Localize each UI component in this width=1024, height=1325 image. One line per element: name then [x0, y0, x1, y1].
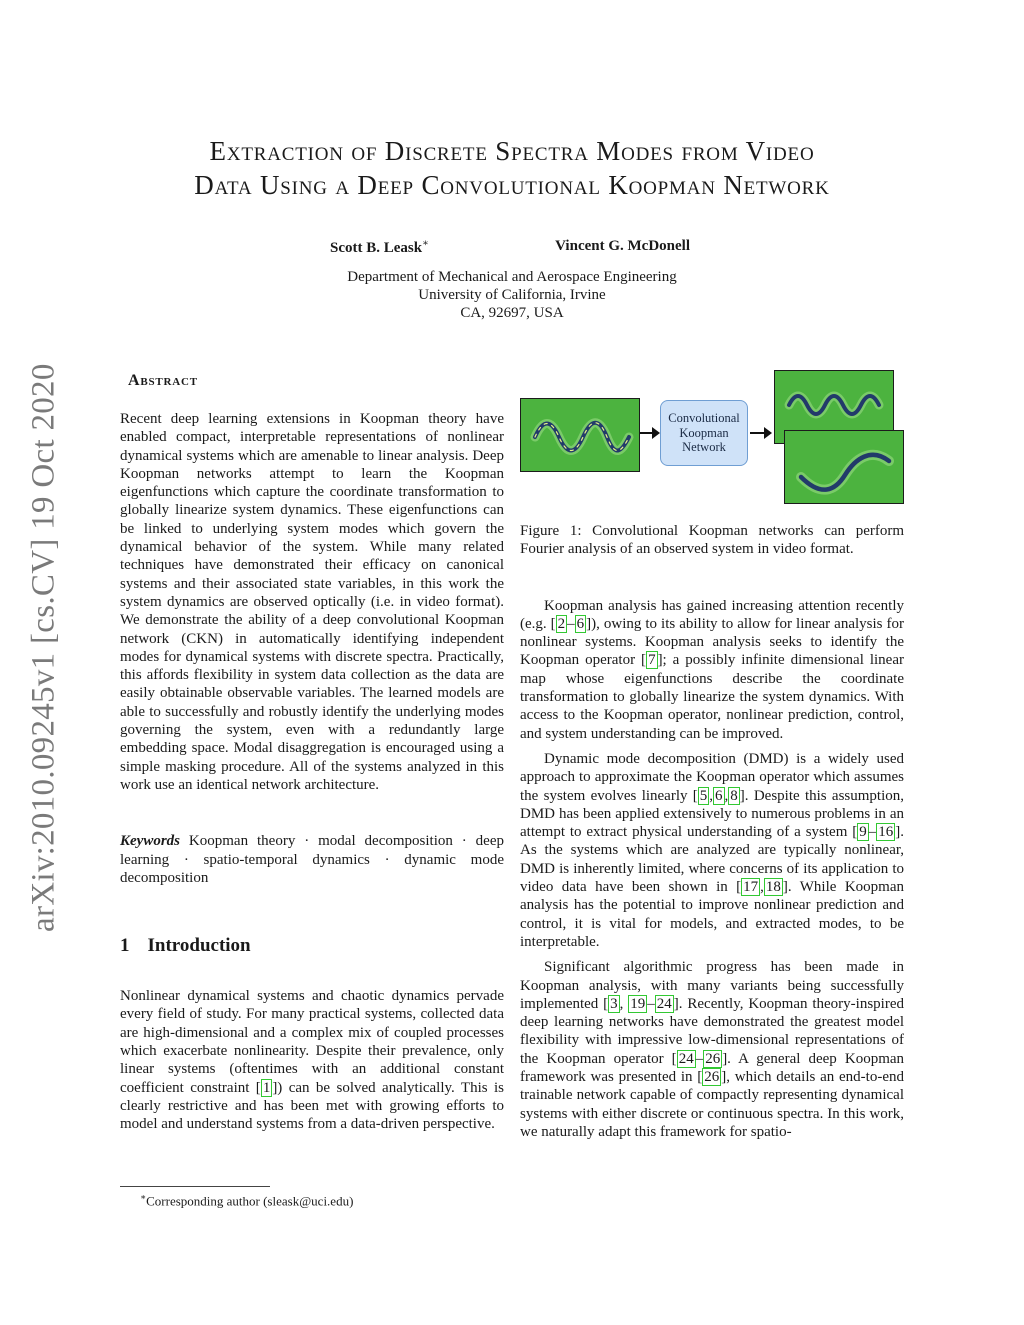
keywords	[120, 832, 504, 887]
section-number: 1	[120, 935, 130, 957]
citation-link[interactable]: 24	[656, 995, 672, 1012]
input-video-frame	[520, 398, 640, 472]
abstract-text: Recent deep learning extensions in Koopman theory have enabled compact, interpretable representations of nonlinear dynamical systems which are amenable to linear analysis. Deep Koopman networks attempt to learn the Koopman eigenfunctions which capture the coordinate transformation to globally linearize system dynamics. These eigenfunctions can be linked to underlying system modes which govern the dynamical behavior of the system. While many related techniques have demonstrated their efficacy on canonical systems and their associated state variables, in this work the system dynamics are observed optically (i.e. in video format). We demonstrate the ability of a deep convolutional Koopman network (CKN) in automatically identifying independent modes for dynamical systems with discrete spectra. Practically, this affords flexibility in system data collection as the data are easily obtainable observable variables. The learned models are able to successfully and robustly identify the underlying modes governing the system, even with a redundantly large embedding space. Modal disaggregation is encouraged using a simple masking procedure. All of the systems analyzed in this work use an identical network architecture.	[120, 411, 504, 793]
citation-link[interactable]: 6	[576, 615, 585, 632]
figure-caption: Figure 1: Convolutional Koopman networks can perform Fourier analysis of an observed system in video format.	[520, 523, 904, 558]
title-line-2: Data Using a Deep Convolutional Koopman Network	[194, 170, 830, 200]
intro-paragraph: Nonlinear dynamical systems and chaotic dynamics pervade every field of study. For many practical systems, collected data are high-dimensional and a complex mix of coupled processes which exacerbate nonlinearity. Despite their prevalence, only linear systems (oftentimes with an additional constant coefficient constraint [ 1 ]) can be solved analytically. This is clearly restrictive and has been met with growing efforts to model and understand systems from a data-driven perspective.	[120, 988, 504, 1133]
affiliation	[250, 268, 774, 322]
right-column	[520, 370, 904, 1141]
citation-link[interactable]: 26	[704, 1069, 720, 1086]
network-box: Convolutional Koopman Network	[660, 400, 748, 466]
output-mode-frame-2	[784, 430, 904, 504]
citation-link[interactable]: 26	[705, 1050, 721, 1067]
input-arrow-icon	[640, 426, 660, 440]
citation-link[interactable]: 2	[557, 615, 566, 632]
citation-link[interactable]: 9	[859, 824, 867, 841]
footnote: ∗Corresponding author (sleask@uci.edu)	[140, 1192, 354, 1209]
title-line-1: Extraction of Discrete Spectra Modes from Video	[209, 136, 815, 166]
citation-link[interactable]: 18	[765, 879, 781, 896]
affiliation-location: CA, 92697, USA	[460, 305, 564, 321]
footnote-divider	[120, 1186, 270, 1187]
citation-link[interactable]: 3	[610, 995, 618, 1012]
figure-1	[520, 370, 904, 518]
section-heading-introduction	[120, 935, 504, 957]
abstract-heading: Abstract	[128, 372, 198, 389]
arxiv-identifier: arXiv:2010.09245v1 [cs.CV] 19 Oct 2020	[25, 363, 62, 933]
affiliation-university: University of California, Irvine	[418, 287, 606, 303]
paragraph-algorithmic-progress: Significant algorithmic progress has been made in Koopman analysis, with many variants being successfully implemented [ 3 , 19 – 24 ]. Recently, Koopman theory-inspired deep learning networks have demonstrated the greatest model flexibility with impressive low-dimensional representations of the Koopman operator [ 24 – 26 ]. A general deep Koopman framework was presented in [ 26 ], which details an end-to-end trainable network capable of compactly representing dynamical systems with either discrete or continuous spectra. In this work, we naturally adapt this framework for spatio-	[520, 959, 905, 1140]
citation-link[interactable]: 1	[262, 1079, 271, 1096]
keywords-text: Koopman theory · modal decomposition · deep learning · spatio-temporal dynamics · dynamic mode decomposition	[120, 833, 504, 886]
left-column	[120, 370, 504, 1134]
author-list	[330, 238, 690, 257]
affiliation-department: Department of Mechanical and Aerospace Engineering	[347, 269, 677, 285]
citation-link[interactable]: 7	[648, 652, 656, 669]
paragraph-dmd: Dynamic mode decomposition (DMD) is a widely used approach to approximate the Koopman operator which assumes the system evolves linearly [ 5 , 6 , 8 ]. Despite this assumption, DMD has been applied extensively to numerous problems in an attempt to extract physical understanding of a system [ 9 – 16 ]. As the systems which are analyzed are typically nonlinear, DMD is inherently limited, where concerns of its application to video data have been shown in [ 17 , 18 ]. While Koopman analysis has the potential to improve nonlinear prediction and control, it is vital for models, and extracted modes, to be interpretable.	[520, 750, 904, 950]
citation-link[interactable]: 8	[730, 787, 738, 804]
citation-link[interactable]: 6	[715, 787, 723, 804]
keywords-label: Keywords	[120, 833, 180, 850]
citation-link[interactable]: 16	[878, 824, 894, 841]
citation-link[interactable]: 24	[678, 1050, 694, 1067]
paper-title	[100, 134, 924, 202]
citation-link[interactable]: 19	[630, 995, 646, 1012]
citation-link[interactable]: 17	[743, 879, 759, 896]
citation-link[interactable]: 5	[699, 787, 708, 804]
output-arrow-icon	[750, 426, 772, 440]
author-1: Scott B. Leask∗	[330, 238, 429, 256]
section-title: Introduction	[147, 935, 251, 957]
author-2: Vincent G. McDonell	[555, 238, 690, 254]
paragraph-koopman-analysis: Koopman analysis has gained increasing attention recently (e.g. [ 2 – 6 ]), owing to its ability to allow for linear analysis for nonlinear systems. Koopman analysis seeks to identify the Koopman operator [ 7 ]; a possibly infinite dimensional linear map whose eigenfunctions describe the coordinate transformation to globally linearize the system dynamics. With access to the Koopman operator, nonlinear prediction, control, and system understanding can be improved.	[520, 597, 904, 742]
